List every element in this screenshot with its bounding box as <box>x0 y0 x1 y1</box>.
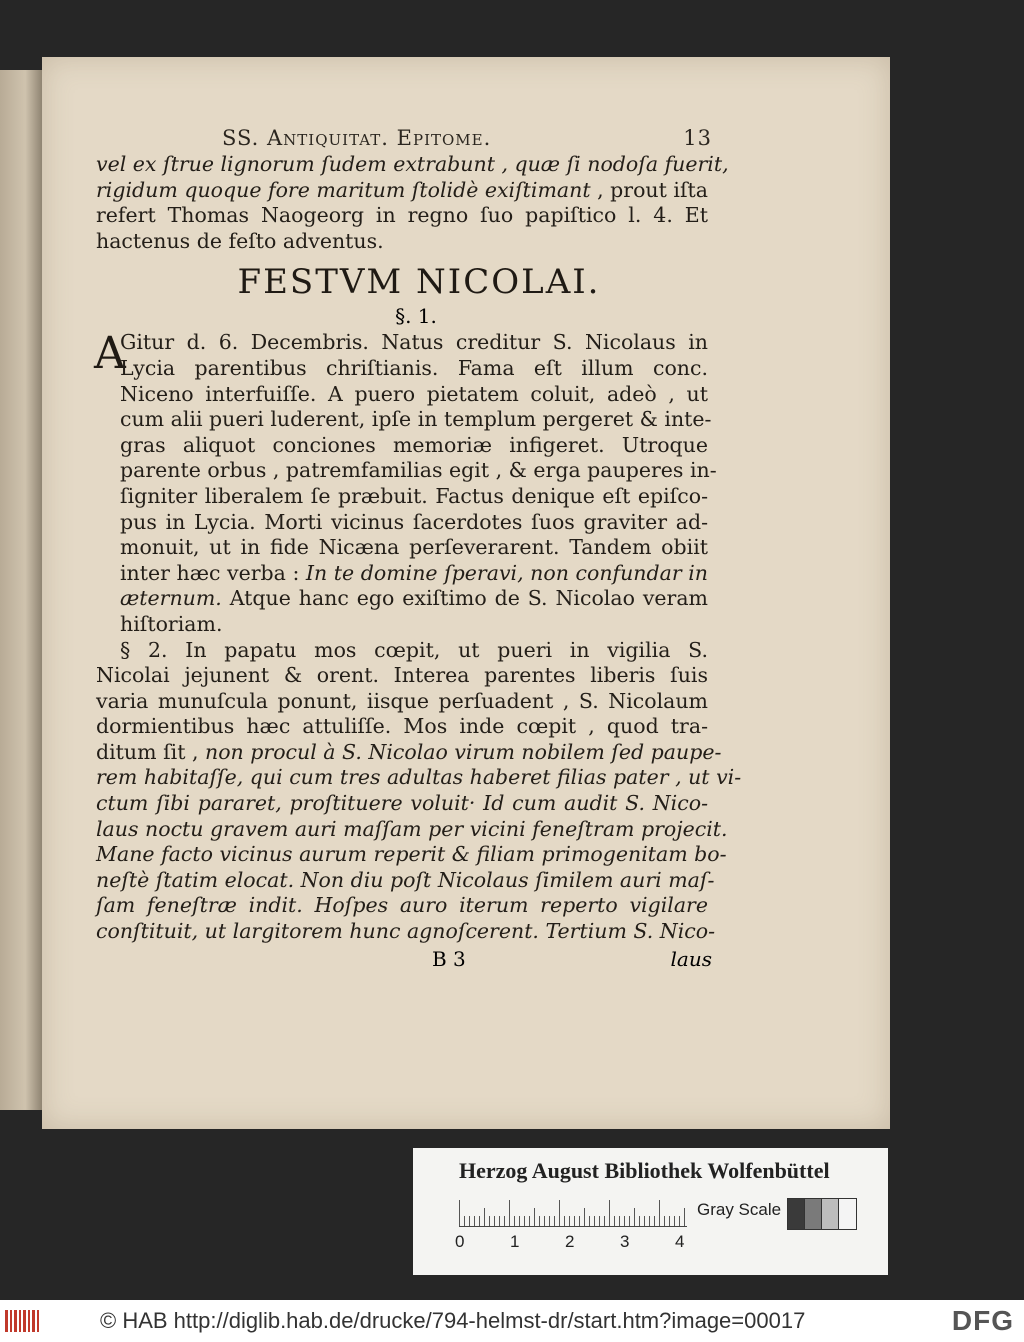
copyright-link[interactable]: © HAB http://diglib.hab.de/drucke/794-helmst-dr/start.htm?image=00017 <box>100 1308 806 1333</box>
ruler-tick <box>519 1216 520 1226</box>
roman-text: , prout iſta <box>590 177 708 202</box>
text-line <box>120 433 708 459</box>
ruler-tick <box>524 1216 525 1226</box>
italic-text: rigidum quoque fore maritum ſtolidè exiſtimant <box>96 177 591 202</box>
roman-text: Nicolai jejunent & orent. Interea parentes liberis ſuis <box>96 663 708 688</box>
text-line <box>96 765 742 791</box>
ruler-tick <box>469 1216 470 1226</box>
text-line <box>96 842 727 868</box>
ruler-tick <box>584 1208 585 1226</box>
roman-text: ſigniter liberalem ſe præbuit. Factus denique eſt epiſco- <box>120 483 708 508</box>
text-line <box>96 229 708 255</box>
ruler-tick <box>494 1216 495 1226</box>
ruler-tick <box>509 1200 510 1226</box>
text-line <box>96 663 708 689</box>
ruler-tick <box>539 1216 540 1226</box>
italic-text: vel ex ſtrue lignorum ſudem extrabunt , quæ ſi nodoſa fuerit, <box>96 152 729 176</box>
ruler-tick <box>639 1216 640 1226</box>
ruler-tick <box>624 1216 625 1226</box>
ruler-tick <box>474 1216 475 1226</box>
facing-page-edge <box>0 70 42 1110</box>
paragraph-1-lines <box>96 330 717 637</box>
text-line <box>120 561 708 587</box>
ruler-tick <box>549 1216 550 1226</box>
ruler-number: 4 <box>675 1232 685 1251</box>
ruler-tick <box>659 1200 660 1226</box>
text-line <box>96 816 728 843</box>
catchword: laus <box>670 946 712 971</box>
gray-scale-label: Gray Scale <box>697 1200 782 1219</box>
roman-text: inter hæc verba : <box>120 560 306 585</box>
paragraph-2 <box>96 637 742 945</box>
page-number: 13 <box>683 126 712 150</box>
text-line <box>96 893 708 919</box>
italic-text: In te domine ſperavi, non confundar in <box>305 560 708 585</box>
text-line <box>120 535 708 561</box>
ruler-tick <box>489 1216 490 1226</box>
page-footer-line <box>96 945 712 975</box>
text-line <box>96 152 729 178</box>
gray-swatch <box>838 1198 857 1230</box>
ruler-tick <box>504 1216 505 1226</box>
dfg-logo: DFG <box>951 1305 1014 1336</box>
roman-text: monuit, ut in fide Nicæna perſeverarent. Tandem obiit <box>120 535 708 560</box>
roman-text: cum alii pueri luderent, ipſe in templum pergeret & inte- <box>120 407 712 432</box>
ruler-tick <box>534 1208 535 1226</box>
library-name: Herzog August Bibliothek Wolfenbüttel <box>459 1158 830 1183</box>
italic-text: rem habitaſſe, qui cum tres adultas haberet filias pater , ut vi- <box>96 765 742 790</box>
italic-text: Mane facto vicinus aurum reperit & filiam primogenitam bo- <box>96 842 727 867</box>
ruler-number: 2 <box>565 1232 575 1251</box>
ruler-tick <box>609 1200 610 1226</box>
text-line <box>96 689 708 715</box>
color-calibration-card <box>413 1148 888 1275</box>
ruler-tick <box>669 1216 670 1226</box>
text-line <box>120 356 708 382</box>
italic-text: non procul à S. Nicolao virum nobilem ſed paupe- <box>205 739 722 764</box>
text-line <box>120 407 712 433</box>
ruler-tick <box>579 1216 580 1226</box>
roman-text: § 2. In papatu mos cœpit, ut pueri in vigilia S. <box>120 637 708 662</box>
ruler-tick <box>644 1216 645 1226</box>
roman-text: varia munuſcula ponunt, iisque perſuadent , S. Nicolaum <box>96 688 708 713</box>
signature-mark: B 3 <box>432 946 466 971</box>
text-line <box>96 739 722 766</box>
italic-text: conſtituit, ut largitorem hunc agnoſcerent. Tertium S. Nico- <box>96 919 716 944</box>
roman-text: hactenus de feſto adventus. <box>96 228 384 253</box>
text-line <box>96 638 708 664</box>
text-line <box>120 586 708 612</box>
ruler-tick <box>649 1216 650 1226</box>
text-line <box>96 203 708 229</box>
ruler-tick <box>484 1208 485 1226</box>
section-mark-1: §. 1. <box>395 304 437 329</box>
ruler-tick <box>589 1216 590 1226</box>
text-before-heading <box>96 152 729 254</box>
roman-text: dormientibus hæc attuliſſe. Mos inde cœpit , quod tra- <box>96 714 708 739</box>
ruler-number: 0 <box>455 1232 465 1251</box>
italic-text: laus noctu gravem auri maſſam per vicini feneſtram projecit. <box>96 816 728 841</box>
ruler-tick <box>459 1200 460 1226</box>
ruler-tick <box>684 1208 685 1226</box>
text-line <box>120 612 708 638</box>
ruler-tick <box>554 1216 555 1226</box>
italic-text: ctum ſibi pararet, proſtituere voluit· Id cum audit S. Nico- <box>96 791 708 816</box>
drop-capital: A <box>94 328 126 380</box>
text-line <box>120 382 708 408</box>
ruler-tick <box>664 1216 665 1226</box>
ruler-tick <box>679 1216 680 1226</box>
text-line <box>96 714 708 740</box>
book-page <box>42 57 890 1129</box>
running-head-title: SS. Antiquitat. Epitome. <box>222 126 492 150</box>
text-line <box>96 867 715 894</box>
text-line <box>120 510 708 536</box>
roman-text: ditum ſit , <box>96 739 206 764</box>
italic-text: neſtè ſtatim elocat. Non diu poſt Nicolaus ſimilem auri maſ- <box>96 867 715 892</box>
ruler-tick <box>514 1216 515 1226</box>
roman-text: Lycia parentibus chriſtianis. Fama eſt illum conc. <box>120 355 708 380</box>
paragraph-1 <box>94 328 717 637</box>
running-head <box>96 122 712 152</box>
ruler-tick <box>674 1216 675 1226</box>
ruler-tick <box>569 1216 570 1226</box>
ruler-tick <box>619 1216 620 1226</box>
ruler-tick <box>599 1216 600 1226</box>
text-line <box>96 919 716 945</box>
ruler-number: 3 <box>620 1232 630 1251</box>
ruler-tick <box>544 1216 545 1226</box>
ruler-tick <box>464 1216 465 1226</box>
ruler-tick <box>629 1216 630 1226</box>
ruler-tick <box>574 1216 575 1226</box>
text-line <box>120 458 717 484</box>
ruler-tick <box>654 1216 655 1226</box>
roman-text: Atque hanc ego exiſtimo de S. Nicolao veram <box>221 586 708 611</box>
roman-text: parente orbus , patremfamilias egit , & erga pauperes in- <box>120 458 717 483</box>
roman-text: Niceno interfuiſſe. A puero pietatem coluit, adeò , ut <box>120 381 708 406</box>
text-line <box>120 484 708 510</box>
ruler-tick <box>614 1216 615 1226</box>
ruler-tick <box>529 1216 530 1226</box>
ruler-tick <box>479 1216 480 1226</box>
roman-text: gras aliquot conciones memoriæ infigeret. Utroque <box>120 432 708 457</box>
text-line <box>120 330 708 356</box>
ruler-tick <box>499 1216 500 1226</box>
ruler-tick <box>594 1216 595 1226</box>
page-content <box>94 122 742 975</box>
ruler-tick <box>634 1208 635 1226</box>
roman-text: hiſtoriam. <box>120 611 223 636</box>
text-line <box>96 178 708 204</box>
section-heading: FESTVM NICOLAI. <box>237 262 601 303</box>
italic-text: æternum. <box>120 586 222 611</box>
text-line <box>96 791 708 817</box>
roman-text: Gitur d. 6. Decembris. Natus creditur S. Nicolaus in <box>120 330 708 355</box>
ruler-tick <box>604 1216 605 1226</box>
roman-text: pus in Lycia. Morti vicinus ſacerdotes ſuos graviter ad- <box>120 509 708 534</box>
roman-text: refert Thomas Naogeorg in regno ſuo papiſtico l. 4. Et <box>96 203 708 228</box>
hab-barcode-icon <box>4 1308 44 1334</box>
measurement-ruler <box>459 1198 687 1227</box>
ruler-number: 1 <box>510 1232 520 1251</box>
ruler-tick <box>559 1200 560 1226</box>
footer-bar <box>0 1300 1024 1342</box>
italic-text: ſam feneſtræ indit. Hoſpes auro iterum reperto vigilare <box>96 893 708 918</box>
ruler-tick <box>564 1216 565 1226</box>
